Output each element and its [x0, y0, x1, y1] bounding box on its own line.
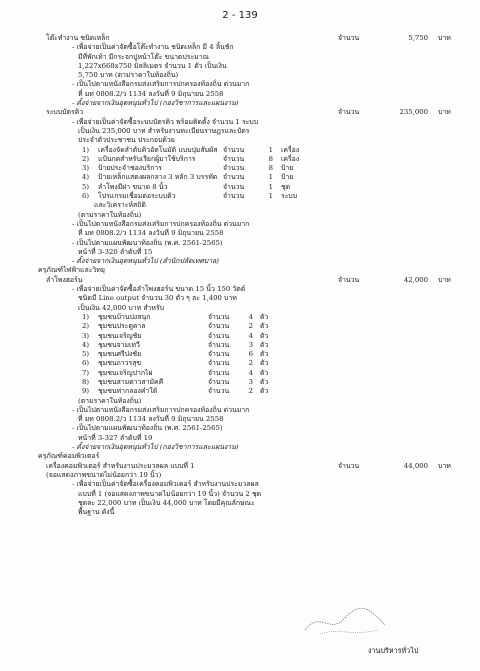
qty-count: 4 [248, 368, 253, 377]
list-item [38, 378, 458, 387]
qty-label: จำนวน [338, 108, 360, 117]
item-name: ชุมชนท่ากลองคำใต้ [98, 387, 158, 396]
desc-line: (ตามราคาในท้องถิ่น) [78, 210, 142, 219]
item-number: 3) [82, 331, 90, 340]
unit: บาท [438, 108, 451, 117]
item-title: ลำโพงฮอร์น [46, 275, 83, 284]
list-item [38, 341, 458, 350]
list-item [38, 192, 458, 201]
qty-count: 8 [268, 154, 273, 163]
qty-unit: ตัว [260, 322, 269, 331]
item-number: 8) [82, 377, 90, 386]
category-heading: ครุภัณฑ์คอมพิวเตอร์ [38, 452, 100, 461]
desc-line: เป็นเงิน 235,000 บาท สำหรับงานทะเบียนราษฎรและบัตร [78, 126, 250, 135]
desc-line: ชนิดมี Line output จำนวน 30 ตัว ๆ ละ 1,400 บาท [78, 294, 237, 303]
desc-line: (ตามราคาในท้องถิ่น) [78, 396, 142, 405]
qty-label: จำนวน [208, 331, 230, 340]
category-heading: ครุภัณฑ์ไฟฟ้าและวิทยุ [38, 266, 105, 275]
item-name: ชุมชนสามดาวสามัคคี [98, 377, 164, 386]
amount: 42,000 [403, 275, 428, 284]
item-title: ระบบบัตรคิว [46, 108, 84, 117]
qty-unit: ชุด [281, 182, 291, 191]
item-heading [38, 108, 458, 117]
desc-line: ประจำตัวประชาชน ประกอบด้วย [78, 136, 175, 145]
qty-count: 4 [248, 331, 253, 340]
desc-line: 5,750 บาท (ตามราคาในท้องถิ่น) [78, 71, 179, 80]
qty-label: จำนวน [208, 340, 230, 349]
qty-count: 8 [268, 164, 273, 173]
item-number: 2) [82, 154, 90, 163]
qty-count: 4 [248, 312, 253, 321]
qty-unit: ตัว [260, 340, 269, 349]
item-title: เครื่องคอมพิวเตอร์ สำหรับงานประมวลผล แบบที่ 1 [46, 461, 195, 470]
qty-unit: ตัว [260, 350, 269, 359]
qty-label: จำนวน [338, 275, 360, 284]
unit: บาท [438, 461, 451, 470]
item-title: โต๊ะทำงาน ชนิดเหล็ก [46, 34, 110, 42]
qty-count: 1 [268, 145, 273, 154]
desc-line: 1,227x668x750 มิลลิเมตร จำนวน 1 ตัว เป็นเงิน [78, 61, 227, 70]
qty-unit: เครื่อง [281, 154, 300, 163]
footer-department: งานบริหารทั่วไป [368, 646, 419, 655]
item-name: ชุมชนถาวรสุข [98, 359, 142, 368]
list-item [38, 332, 458, 341]
item-name: ชุมชนเจริญปากไผ่ [98, 368, 153, 377]
qty-unit: ป้าย [281, 173, 294, 182]
qty-label: จำนวน [208, 350, 230, 359]
qty-label: จำนวน [223, 164, 245, 173]
qty-count: 2 [248, 322, 253, 331]
funding-line: - ตั้งจ่ายจากเงินอุดหนุนทั่วไป (กองวิชาการและแผนงาน) [72, 99, 239, 108]
item-number: 1) [82, 145, 90, 154]
desc-line: - เป็นไปตามหนังสือกรมส่งเสริมการปกครองท้องถิ่น ด่วนมาก [72, 405, 250, 414]
list-item [38, 155, 458, 164]
item-name: ชุมชนศรีปงชัย [98, 350, 142, 359]
list-item [38, 322, 458, 331]
qty-label: จำนวน [208, 387, 230, 396]
qty-count: 3 [248, 377, 253, 386]
list-item [38, 387, 458, 396]
item-name: โปรแกรมเชื่อมต่อระบบคิว [98, 192, 176, 201]
qty-count: 1 [268, 182, 273, 191]
item-name: ชุมชนประตูตาล [98, 322, 146, 331]
item-name: ชุมชนเจริญชัย [98, 331, 142, 340]
desc-line: - เพื่อจ่ายเป็นค่าจัดซื้อระบบบัตรคิว พร้อมติดตั้ง จำนวน 1 ระบบ [72, 117, 259, 126]
qty-count: 6 [248, 350, 253, 359]
item-number: 4) [82, 173, 90, 182]
qty-unit: ตัว [260, 368, 269, 377]
qty-label: จำนวน [223, 173, 245, 182]
unit: บาท [438, 34, 451, 42]
item-title-cont: (จอแสดงภาพขนาดไม่น้อยกว่า 19 นิ้ว) [46, 470, 162, 479]
item-number: 2) [82, 322, 90, 331]
qty-count: 2 [248, 387, 253, 396]
item-name: ลำโพงมีฝา ขนาด 8 นิ้ว [98, 182, 168, 191]
signature-scribble [300, 600, 390, 640]
qty-label: จำนวน [223, 145, 245, 154]
amount: 44,000 [403, 461, 428, 470]
item-number: 9) [82, 387, 90, 396]
desc-line: หน้าที่ 3-327 ลำดับที่ 19 [78, 433, 153, 442]
qty-label: จำนวน [208, 312, 230, 321]
item-name: ป้ายเหล็กแสดงผลกลาง 3 หลัก 3 บรรทัด [98, 173, 218, 182]
desc-line: - เป็นไปตามแผนพัฒนาท้องถิ่น (พ.ศ. 2561-2565) [72, 424, 223, 433]
component-list [38, 146, 458, 202]
qty-label: จำนวน [223, 182, 245, 191]
list-item [38, 146, 458, 155]
desc-line: - เพื่อจ่ายเป็นค่าจัดซื้อโต๊ะทำงาน ชนิดเหล็ก มี 4 ลิ้นชัก [72, 43, 234, 52]
item-name: แป้นกดสำหรับเรียกผู้มาใช้บริการ [98, 154, 196, 163]
desc-line: ที่ มท 0808.2/ว 1134 ลงวันที่ 9 มิถุนายน 2558 [78, 229, 224, 238]
unit: บาท [438, 275, 451, 284]
list-item [38, 359, 458, 368]
desc-line: พื้นฐาน ดังนี้ [78, 508, 115, 517]
item-number: 4) [82, 340, 90, 349]
list-item [38, 350, 458, 359]
qty-count: 1 [268, 192, 273, 201]
qty-count: 3 [248, 340, 253, 349]
item-heading [38, 276, 458, 285]
desc-line: ที่ มท 0808.2/ว 1134 ลงวันที่ 9 มิถุนายน 2558 [78, 89, 224, 98]
qty-label: จำนวน [338, 461, 360, 470]
item-name: ชุมชนจามเทวี [98, 340, 140, 349]
item-number: 1) [82, 312, 90, 321]
community-list [38, 313, 458, 397]
list-item [38, 313, 458, 322]
item-name: ป้ายประจำช่องบริการ [98, 164, 162, 173]
desc-line: - เป็นไปตามหนังสือกรมส่งเสริมการปกครองท้องถิ่น ด่วนมาก [72, 219, 250, 228]
desc-line: ชุดละ 22,000 บาท เป็นเงิน 44,000 บาท โดยมีคุณลักษณะ [78, 498, 255, 507]
item-number: 7) [82, 368, 90, 377]
qty-label: จำนวน [208, 377, 230, 386]
list-item [38, 369, 458, 378]
qty-label: จำนวน [338, 34, 360, 42]
list-item [38, 183, 458, 192]
qty-unit: ตัว [260, 387, 269, 396]
qty-unit: เครื่อง [281, 145, 300, 154]
qty-unit: ระบบ [281, 192, 298, 201]
desc-line: เป็นเงิน 42,000 บาท สำหรับ [78, 303, 165, 312]
desc-line: - เป็นไปตามแผนพัฒนาท้องถิ่น (พ.ศ. 2561-2565) [72, 238, 223, 247]
qty-unit: ตัว [260, 331, 269, 340]
item-name: เครื่องจัดลำดับคิวอัตโนมัติ แบบปุ่มสัมผัส [98, 145, 218, 154]
item-number: 6) [82, 192, 90, 201]
qty-unit: ตัว [260, 377, 269, 386]
page-number: 2 - 139 [222, 10, 258, 21]
qty-label: จำนวน [208, 359, 230, 368]
item-number: 6) [82, 359, 90, 368]
amount: 5,750 [408, 34, 428, 42]
qty-count: 1 [268, 173, 273, 182]
qty-label: จำนวน [208, 322, 230, 331]
desc-line: ที่ มท 0808.2/ว 1134 ลงวันที่ 9 มิถุนายน 2558 [78, 415, 224, 424]
funding-line: - ตั้งจ่ายจากเงินอุดหนุนทั่วไป (สำนักปลัดเทศบาล) [72, 257, 219, 266]
qty-label: จำนวน [223, 192, 245, 201]
qty-label: จำนวน [223, 154, 245, 163]
desc-line: - เพื่อจ่ายเป็นค่าจัดซื้อลำโพงฮอร์น ขนาด 15 นิ้ว 150 วัตต์ [72, 285, 246, 294]
item-number: 5) [82, 182, 90, 191]
qty-label: จำนวน [208, 368, 230, 377]
document-body [38, 34, 458, 517]
amount: 235,000 [399, 108, 428, 117]
item-heading [38, 34, 458, 43]
qty-unit: ตัว [260, 359, 269, 368]
desc-line: แบบที่ 1 (จอแสดงภาพขนาดไม่น้อยกว่า 19 นิ้ว) จำนวน 2 ชุด [78, 489, 262, 498]
qty-count: 2 [248, 359, 253, 368]
qty-unit: ป้าย [281, 164, 294, 173]
item-number: 3) [82, 164, 90, 173]
desc-line: - เพื่อจ่ายเป็นค่าจัดซื้อเครื่องคอมพิวเตอร์ สำหรับงานประมวลผล [72, 480, 259, 489]
item-number: 5) [82, 350, 90, 359]
desc-line: หน้าที่ 3-320 ลำดับที่ 15 [78, 247, 153, 256]
list-item-continuation: และวิเคราะห์สถิติ [94, 201, 146, 210]
desc-line: มีที่พักเท้า มีกระจกปูหน้าโต๊ะ ขนาดประมาณ [78, 52, 209, 61]
qty-unit: ตัว [260, 312, 269, 321]
funding-line: - ตั้งจ่ายจากเงินอุดหนุนทั่วไป (กองวิชาการและแผนงาน) [72, 443, 239, 452]
item-heading [38, 462, 458, 471]
list-item [38, 173, 458, 182]
item-name: ชุมชนบ้านปงสนุก [98, 312, 151, 321]
desc-line: - เป็นไปตามหนังสือกรมส่งเสริมการปกครองท้องถิ่น ด่วนมาก [72, 80, 250, 89]
